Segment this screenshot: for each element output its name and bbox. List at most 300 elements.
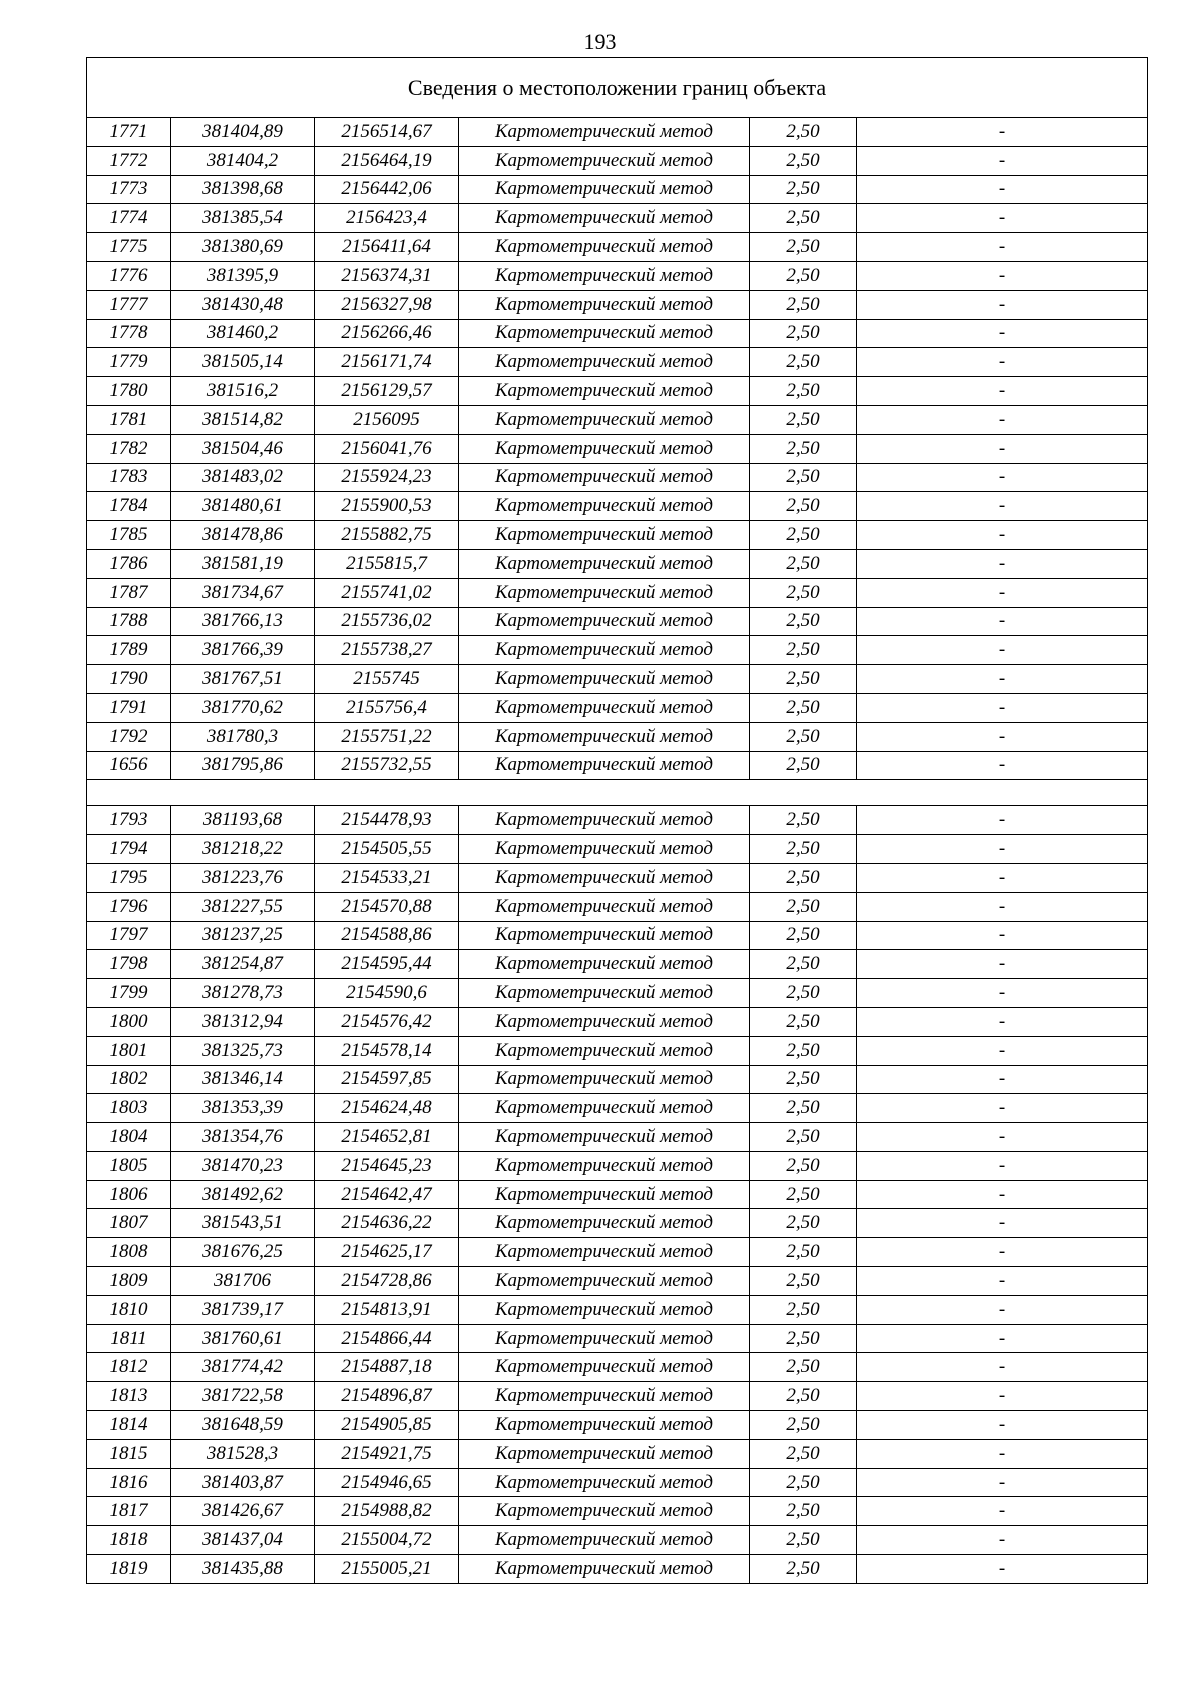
point-number-cell: 1781 xyxy=(87,405,171,434)
y-coordinate-cell: 2156095 xyxy=(315,405,459,434)
y-coordinate-cell: 2154597,85 xyxy=(315,1065,459,1094)
table-row xyxy=(87,751,1148,780)
description-cell: - xyxy=(857,1209,1148,1238)
point-number-cell: 1798 xyxy=(87,950,171,979)
description-cell: - xyxy=(857,950,1148,979)
description-cell: - xyxy=(857,319,1148,348)
table-row xyxy=(87,146,1148,175)
accuracy-cell: 2,50 xyxy=(750,950,857,979)
x-coordinate-cell: 381353,39 xyxy=(171,1094,315,1123)
x-coordinate-cell: 381346,14 xyxy=(171,1065,315,1094)
table-row xyxy=(87,463,1148,492)
description-cell: - xyxy=(857,492,1148,521)
table-row xyxy=(87,319,1148,348)
method-cell: Картометрический метод xyxy=(459,1151,750,1180)
point-number-cell: 1797 xyxy=(87,921,171,950)
point-number-cell: 1816 xyxy=(87,1468,171,1497)
x-coordinate-cell: 381218,22 xyxy=(171,835,315,864)
description-cell: - xyxy=(857,146,1148,175)
description-cell: - xyxy=(857,1151,1148,1180)
x-coordinate-cell: 381312,94 xyxy=(171,1007,315,1036)
y-coordinate-cell: 2156266,46 xyxy=(315,319,459,348)
y-coordinate-cell: 2156514,67 xyxy=(315,118,459,147)
point-number-cell: 1817 xyxy=(87,1497,171,1526)
x-coordinate-cell: 381739,17 xyxy=(171,1295,315,1324)
x-coordinate-cell: 381505,14 xyxy=(171,348,315,377)
table-row xyxy=(87,693,1148,722)
table-row xyxy=(87,233,1148,262)
accuracy-cell: 2,50 xyxy=(750,636,857,665)
accuracy-cell: 2,50 xyxy=(750,549,857,578)
x-coordinate-cell: 381398,68 xyxy=(171,175,315,204)
method-cell: Картометрический метод xyxy=(459,405,750,434)
x-coordinate-cell: 381480,61 xyxy=(171,492,315,521)
table-row xyxy=(87,434,1148,463)
x-coordinate-cell: 381478,86 xyxy=(171,521,315,550)
method-cell: Картометрический метод xyxy=(459,1526,750,1555)
table-row xyxy=(87,950,1148,979)
table-row xyxy=(87,1411,1148,1440)
description-cell: - xyxy=(857,921,1148,950)
table-row xyxy=(87,521,1148,550)
y-coordinate-cell: 2156411,64 xyxy=(315,233,459,262)
y-coordinate-cell: 2155815,7 xyxy=(315,549,459,578)
y-coordinate-cell: 2156374,31 xyxy=(315,261,459,290)
method-cell: Картометрический метод xyxy=(459,348,750,377)
description-cell: - xyxy=(857,806,1148,835)
method-cell: Картометрический метод xyxy=(459,693,750,722)
point-number-cell: 1794 xyxy=(87,835,171,864)
description-cell: - xyxy=(857,118,1148,147)
description-cell: - xyxy=(857,1267,1148,1296)
x-coordinate-cell: 381426,67 xyxy=(171,1497,315,1526)
method-cell: Картометрический метод xyxy=(459,1324,750,1353)
point-number-cell: 1784 xyxy=(87,492,171,521)
description-cell: - xyxy=(857,405,1148,434)
method-cell: Картометрический метод xyxy=(459,1036,750,1065)
y-coordinate-cell: 2156171,74 xyxy=(315,348,459,377)
y-coordinate-cell: 2154887,18 xyxy=(315,1353,459,1382)
accuracy-cell: 2,50 xyxy=(750,863,857,892)
point-number-cell: 1804 xyxy=(87,1123,171,1152)
method-cell: Картометрический метод xyxy=(459,1295,750,1324)
description-cell: - xyxy=(857,1439,1148,1468)
accuracy-cell: 2,50 xyxy=(750,1324,857,1353)
point-number-cell: 1777 xyxy=(87,290,171,319)
table-row xyxy=(87,1295,1148,1324)
table-row xyxy=(87,1123,1148,1152)
accuracy-cell: 2,50 xyxy=(750,835,857,864)
point-number-cell: 1779 xyxy=(87,348,171,377)
table-row xyxy=(87,1497,1148,1526)
x-coordinate-cell: 381706 xyxy=(171,1267,315,1296)
accuracy-cell: 2,50 xyxy=(750,921,857,950)
description-cell: - xyxy=(857,261,1148,290)
y-coordinate-cell: 2155732,55 xyxy=(315,751,459,780)
x-coordinate-cell: 381774,42 xyxy=(171,1353,315,1382)
point-number-cell: 1808 xyxy=(87,1238,171,1267)
accuracy-cell: 2,50 xyxy=(750,693,857,722)
x-coordinate-cell: 381227,55 xyxy=(171,892,315,921)
point-number-cell: 1813 xyxy=(87,1382,171,1411)
y-coordinate-cell: 2155751,22 xyxy=(315,722,459,751)
x-coordinate-cell: 381516,2 xyxy=(171,377,315,406)
accuracy-cell: 2,50 xyxy=(750,290,857,319)
accuracy-cell: 2,50 xyxy=(750,377,857,406)
x-coordinate-cell: 381722,58 xyxy=(171,1382,315,1411)
point-number-cell: 1800 xyxy=(87,1007,171,1036)
point-number-cell: 1811 xyxy=(87,1324,171,1353)
point-number-cell: 1792 xyxy=(87,722,171,751)
point-number-cell: 1772 xyxy=(87,146,171,175)
method-cell: Картометрический метод xyxy=(459,979,750,1008)
accuracy-cell: 2,50 xyxy=(750,319,857,348)
accuracy-cell: 2,50 xyxy=(750,1123,857,1152)
x-coordinate-cell: 381648,59 xyxy=(171,1411,315,1440)
method-cell: Картометрический метод xyxy=(459,463,750,492)
accuracy-cell: 2,50 xyxy=(750,1209,857,1238)
x-coordinate-cell: 381254,87 xyxy=(171,950,315,979)
table-title: Сведения о местоположении границ объекта xyxy=(87,58,1148,118)
table-row xyxy=(87,1439,1148,1468)
boundary-table xyxy=(86,57,1148,1584)
y-coordinate-cell: 2155900,53 xyxy=(315,492,459,521)
table-row xyxy=(87,1324,1148,1353)
method-cell: Картометрический метод xyxy=(459,950,750,979)
method-cell: Картометрический метод xyxy=(459,892,750,921)
y-coordinate-cell: 2156442,06 xyxy=(315,175,459,204)
x-coordinate-cell: 381780,3 xyxy=(171,722,315,751)
description-cell: - xyxy=(857,1123,1148,1152)
method-cell: Картометрический метод xyxy=(459,492,750,521)
method-cell: Картометрический метод xyxy=(459,521,750,550)
x-coordinate-cell: 381492,62 xyxy=(171,1180,315,1209)
separator-cell xyxy=(87,780,1148,806)
method-cell: Картометрический метод xyxy=(459,1353,750,1382)
method-cell: Картометрический метод xyxy=(459,607,750,636)
x-coordinate-cell: 381237,25 xyxy=(171,921,315,950)
point-number-cell: 1807 xyxy=(87,1209,171,1238)
accuracy-cell: 2,50 xyxy=(750,1180,857,1209)
point-number-cell: 1814 xyxy=(87,1411,171,1440)
point-number-cell: 1819 xyxy=(87,1555,171,1584)
method-cell: Картометрический метод xyxy=(459,1439,750,1468)
point-number-cell: 1771 xyxy=(87,118,171,147)
table-row xyxy=(87,722,1148,751)
y-coordinate-cell: 2156129,57 xyxy=(315,377,459,406)
x-coordinate-cell: 381795,86 xyxy=(171,751,315,780)
point-number-cell: 1782 xyxy=(87,434,171,463)
method-cell: Картометрический метод xyxy=(459,578,750,607)
accuracy-cell: 2,50 xyxy=(750,118,857,147)
x-coordinate-cell: 381483,02 xyxy=(171,463,315,492)
description-cell: - xyxy=(857,693,1148,722)
x-coordinate-cell: 381766,13 xyxy=(171,607,315,636)
accuracy-cell: 2,50 xyxy=(750,1007,857,1036)
table-row xyxy=(87,1094,1148,1123)
y-coordinate-cell: 2154533,21 xyxy=(315,863,459,892)
accuracy-cell: 2,50 xyxy=(750,1036,857,1065)
description-cell: - xyxy=(857,979,1148,1008)
table-row xyxy=(87,578,1148,607)
table-row xyxy=(87,607,1148,636)
accuracy-cell: 2,50 xyxy=(750,146,857,175)
table-row xyxy=(87,405,1148,434)
point-number-cell: 1773 xyxy=(87,175,171,204)
table-row xyxy=(87,1555,1148,1584)
point-number-cell: 1795 xyxy=(87,863,171,892)
y-coordinate-cell: 2154905,85 xyxy=(315,1411,459,1440)
y-coordinate-cell: 2155738,27 xyxy=(315,636,459,665)
accuracy-cell: 2,50 xyxy=(750,463,857,492)
method-cell: Картометрический метод xyxy=(459,665,750,694)
table-row xyxy=(87,806,1148,835)
method-cell: Картометрический метод xyxy=(459,863,750,892)
description-cell: - xyxy=(857,665,1148,694)
method-cell: Картометрический метод xyxy=(459,1267,750,1296)
accuracy-cell: 2,50 xyxy=(750,434,857,463)
description-cell: - xyxy=(857,1238,1148,1267)
table-row xyxy=(87,636,1148,665)
method-cell: Картометрический метод xyxy=(459,1497,750,1526)
description-cell: - xyxy=(857,1007,1148,1036)
x-coordinate-cell: 381734,67 xyxy=(171,578,315,607)
x-coordinate-cell: 381223,76 xyxy=(171,863,315,892)
x-coordinate-cell: 381470,23 xyxy=(171,1151,315,1180)
x-coordinate-cell: 381395,9 xyxy=(171,261,315,290)
y-coordinate-cell: 2156327,98 xyxy=(315,290,459,319)
point-number-cell: 1656 xyxy=(87,751,171,780)
accuracy-cell: 2,50 xyxy=(750,405,857,434)
method-cell: Картометрический метод xyxy=(459,835,750,864)
description-cell: - xyxy=(857,1382,1148,1411)
table-row xyxy=(87,921,1148,950)
y-coordinate-cell: 2155741,02 xyxy=(315,578,459,607)
x-coordinate-cell: 381766,39 xyxy=(171,636,315,665)
method-cell: Картометрический метод xyxy=(459,1123,750,1152)
method-cell: Картометрический метод xyxy=(459,1468,750,1497)
accuracy-cell: 2,50 xyxy=(750,1555,857,1584)
x-coordinate-cell: 381385,54 xyxy=(171,204,315,233)
description-cell: - xyxy=(857,1555,1148,1584)
description-cell: - xyxy=(857,1324,1148,1353)
accuracy-cell: 2,50 xyxy=(750,892,857,921)
point-number-cell: 1780 xyxy=(87,377,171,406)
y-coordinate-cell: 2154896,87 xyxy=(315,1382,459,1411)
accuracy-cell: 2,50 xyxy=(750,492,857,521)
x-coordinate-cell: 381460,2 xyxy=(171,319,315,348)
description-cell: - xyxy=(857,348,1148,377)
y-coordinate-cell: 2154624,48 xyxy=(315,1094,459,1123)
method-cell: Картометрический метод xyxy=(459,290,750,319)
method-cell: Картометрический метод xyxy=(459,1007,750,1036)
y-coordinate-cell: 2156423,4 xyxy=(315,204,459,233)
method-cell: Картометрический метод xyxy=(459,722,750,751)
x-coordinate-cell: 381770,62 xyxy=(171,693,315,722)
accuracy-cell: 2,50 xyxy=(750,1353,857,1382)
accuracy-cell: 2,50 xyxy=(750,348,857,377)
table-row xyxy=(87,1180,1148,1209)
table-row xyxy=(87,261,1148,290)
table-row xyxy=(87,348,1148,377)
point-number-cell: 1791 xyxy=(87,693,171,722)
x-coordinate-cell: 381193,68 xyxy=(171,806,315,835)
description-cell: - xyxy=(857,751,1148,780)
method-cell: Картометрический метод xyxy=(459,1555,750,1584)
point-number-cell: 1776 xyxy=(87,261,171,290)
table-row xyxy=(87,1382,1148,1411)
description-cell: - xyxy=(857,175,1148,204)
y-coordinate-cell: 2154728,86 xyxy=(315,1267,459,1296)
method-cell: Картометрический метод xyxy=(459,921,750,950)
point-number-cell: 1787 xyxy=(87,578,171,607)
x-coordinate-cell: 381404,2 xyxy=(171,146,315,175)
y-coordinate-cell: 2154478,93 xyxy=(315,806,459,835)
method-cell: Картометрический метод xyxy=(459,175,750,204)
table-row xyxy=(87,1353,1148,1382)
accuracy-cell: 2,50 xyxy=(750,722,857,751)
description-cell: - xyxy=(857,463,1148,492)
method-cell: Картометрический метод xyxy=(459,1065,750,1094)
method-cell: Картометрический метод xyxy=(459,1094,750,1123)
table-row xyxy=(87,175,1148,204)
table-row xyxy=(87,118,1148,147)
table-row xyxy=(87,1007,1148,1036)
description-cell: - xyxy=(857,892,1148,921)
accuracy-cell: 2,50 xyxy=(750,665,857,694)
y-coordinate-cell: 2154570,88 xyxy=(315,892,459,921)
description-cell: - xyxy=(857,863,1148,892)
table-row xyxy=(87,892,1148,921)
method-cell: Картометрический метод xyxy=(459,1238,750,1267)
table-row xyxy=(87,1526,1148,1555)
accuracy-cell: 2,50 xyxy=(750,1238,857,1267)
accuracy-cell: 2,50 xyxy=(750,1295,857,1324)
y-coordinate-cell: 2155736,02 xyxy=(315,607,459,636)
y-coordinate-cell: 2154645,23 xyxy=(315,1151,459,1180)
method-cell: Картометрический метод xyxy=(459,751,750,780)
description-cell: - xyxy=(857,1065,1148,1094)
x-coordinate-cell: 381676,25 xyxy=(171,1238,315,1267)
table-row xyxy=(87,1209,1148,1238)
x-coordinate-cell: 381325,73 xyxy=(171,1036,315,1065)
x-coordinate-cell: 381435,88 xyxy=(171,1555,315,1584)
method-cell: Картометрический метод xyxy=(459,261,750,290)
method-cell: Картометрический метод xyxy=(459,1382,750,1411)
point-number-cell: 1818 xyxy=(87,1526,171,1555)
method-cell: Картометрический метод xyxy=(459,1180,750,1209)
description-cell: - xyxy=(857,1526,1148,1555)
table-row xyxy=(87,665,1148,694)
point-number-cell: 1790 xyxy=(87,665,171,694)
accuracy-cell: 2,50 xyxy=(750,1094,857,1123)
x-coordinate-cell: 381430,48 xyxy=(171,290,315,319)
y-coordinate-cell: 2154576,42 xyxy=(315,1007,459,1036)
point-number-cell: 1774 xyxy=(87,204,171,233)
point-number-cell: 1802 xyxy=(87,1065,171,1094)
y-coordinate-cell: 2155882,75 xyxy=(315,521,459,550)
description-cell: - xyxy=(857,1295,1148,1324)
table-row xyxy=(87,492,1148,521)
y-coordinate-cell: 2154921,75 xyxy=(315,1439,459,1468)
point-number-cell: 1806 xyxy=(87,1180,171,1209)
description-cell: - xyxy=(857,1180,1148,1209)
y-coordinate-cell: 2156041,76 xyxy=(315,434,459,463)
accuracy-cell: 2,50 xyxy=(750,204,857,233)
point-number-cell: 1786 xyxy=(87,549,171,578)
method-cell: Картометрический метод xyxy=(459,319,750,348)
x-coordinate-cell: 381760,61 xyxy=(171,1324,315,1353)
method-cell: Картометрический метод xyxy=(459,204,750,233)
description-cell: - xyxy=(857,835,1148,864)
x-coordinate-cell: 381404,89 xyxy=(171,118,315,147)
y-coordinate-cell: 2154652,81 xyxy=(315,1123,459,1152)
table-row xyxy=(87,204,1148,233)
accuracy-cell: 2,50 xyxy=(750,233,857,262)
method-cell: Картометрический метод xyxy=(459,636,750,665)
accuracy-cell: 2,50 xyxy=(750,1439,857,1468)
accuracy-cell: 2,50 xyxy=(750,578,857,607)
description-cell: - xyxy=(857,1036,1148,1065)
y-coordinate-cell: 2154642,47 xyxy=(315,1180,459,1209)
description-cell: - xyxy=(857,204,1148,233)
accuracy-cell: 2,50 xyxy=(750,1151,857,1180)
y-coordinate-cell: 2154625,17 xyxy=(315,1238,459,1267)
x-coordinate-cell: 381354,76 xyxy=(171,1123,315,1152)
description-cell: - xyxy=(857,1094,1148,1123)
point-number-cell: 1815 xyxy=(87,1439,171,1468)
y-coordinate-cell: 2155745 xyxy=(315,665,459,694)
method-cell: Картометрический метод xyxy=(459,1411,750,1440)
description-cell: - xyxy=(857,521,1148,550)
description-cell: - xyxy=(857,607,1148,636)
x-coordinate-cell: 381514,82 xyxy=(171,405,315,434)
y-coordinate-cell: 2154578,14 xyxy=(315,1036,459,1065)
method-cell: Картометрический метод xyxy=(459,118,750,147)
table-row xyxy=(87,1468,1148,1497)
x-coordinate-cell: 381543,51 xyxy=(171,1209,315,1238)
point-number-cell: 1788 xyxy=(87,607,171,636)
accuracy-cell: 2,50 xyxy=(750,1267,857,1296)
y-coordinate-cell: 2155756,4 xyxy=(315,693,459,722)
accuracy-cell: 2,50 xyxy=(750,1526,857,1555)
description-cell: - xyxy=(857,434,1148,463)
table-row xyxy=(87,1267,1148,1296)
accuracy-cell: 2,50 xyxy=(750,751,857,780)
y-coordinate-cell: 2156464,19 xyxy=(315,146,459,175)
y-coordinate-cell: 2155005,21 xyxy=(315,1555,459,1584)
group-separator-row xyxy=(87,780,1148,806)
accuracy-cell: 2,50 xyxy=(750,1497,857,1526)
table-row xyxy=(87,377,1148,406)
y-coordinate-cell: 2154946,65 xyxy=(315,1468,459,1497)
table-title-row xyxy=(87,58,1148,118)
accuracy-cell: 2,50 xyxy=(750,261,857,290)
y-coordinate-cell: 2154988,82 xyxy=(315,1497,459,1526)
point-number-cell: 1810 xyxy=(87,1295,171,1324)
description-cell: - xyxy=(857,233,1148,262)
method-cell: Картометрический метод xyxy=(459,549,750,578)
y-coordinate-cell: 2154636,22 xyxy=(315,1209,459,1238)
page-number: 193 xyxy=(583,29,617,54)
point-number-cell: 1805 xyxy=(87,1151,171,1180)
point-number-cell: 1809 xyxy=(87,1267,171,1296)
table-row xyxy=(87,290,1148,319)
description-cell: - xyxy=(857,1497,1148,1526)
table-row xyxy=(87,549,1148,578)
x-coordinate-cell: 381403,87 xyxy=(171,1468,315,1497)
method-cell: Картометрический метод xyxy=(459,377,750,406)
